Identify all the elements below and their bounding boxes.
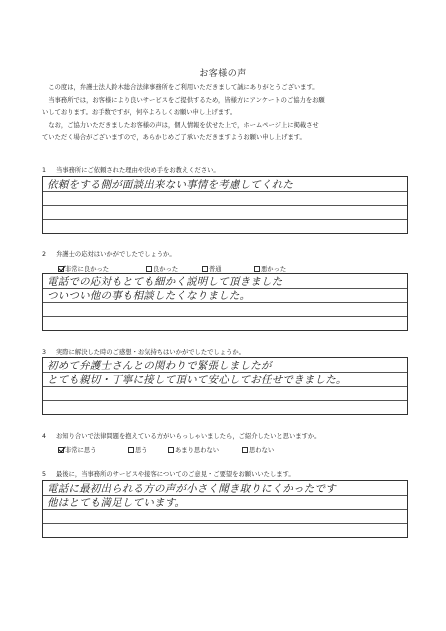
intro-line: いしております。お手数ですが，何卒よろしくお願い申し上げます。 <box>42 109 237 117</box>
option-label: 良かった <box>153 266 179 273</box>
handwritten-answer: 初めて弁護士さんとの関わりで緊張しましたが <box>47 360 272 372</box>
option-agree[interactable] <box>128 445 148 454</box>
handwritten-answer: ついつい他の事も相談したくなりました。 <box>47 290 251 302</box>
question-text: 当事務所にご依頼された理由や決め手をお教えください。 <box>56 167 220 174</box>
question-text: お知り合いで法律問題を抱えている方がいらっしゃいましたら，ご紹介したいと思いますか。 <box>56 433 321 440</box>
question-1 <box>42 165 422 174</box>
option-very-good[interactable] <box>58 264 109 273</box>
ruled-line <box>43 316 407 317</box>
page-title: お客様の声 <box>199 69 247 79</box>
checkbox-icon[interactable] <box>146 266 152 272</box>
checked-checkbox-icon[interactable] <box>58 266 64 272</box>
answer-box-2 <box>42 273 408 331</box>
handwritten-answer: 電話での応対もとても細かく説明して頂きました <box>47 276 283 288</box>
option-good[interactable] <box>146 264 178 273</box>
option-label: 非常に思う <box>65 447 97 454</box>
option-label: 非常に良かった <box>65 266 110 273</box>
question-3 <box>42 347 422 356</box>
option-label: 普通 <box>209 266 222 273</box>
intro-line: ていただく場合がございますので，あらかじめご了承いただきますようお願い申し上げます。 <box>42 134 306 142</box>
answer-box-3 <box>42 357 408 415</box>
answer-box-5 <box>42 480 408 538</box>
checkbox-icon[interactable] <box>128 447 134 453</box>
question-5 <box>42 469 422 478</box>
ruled-line <box>43 523 407 524</box>
checkbox-icon[interactable] <box>254 266 260 272</box>
handwritten-answer: 他はとても満足しています。 <box>47 497 186 509</box>
checkbox-icon[interactable] <box>168 447 174 453</box>
intro-line: この度は，弁護士法人鈴木総合法律事務所をご利用いただきまして誠にありがとうございます。 <box>48 84 319 91</box>
option-label: 悪かった <box>261 266 287 273</box>
ruled-line <box>43 219 407 220</box>
checked-checkbox-icon[interactable] <box>58 447 64 453</box>
question-number: 5 <box>42 471 47 478</box>
question-number: 2 <box>42 251 47 258</box>
handwritten-answer: 電話に最初出られる方の声が小さく聞き取りにくかったです <box>47 483 336 495</box>
checkbox-icon[interactable] <box>242 447 248 453</box>
option-strongly-agree[interactable] <box>58 445 96 454</box>
question-2 <box>42 249 422 258</box>
handwritten-answer: とても親切・丁寧に接して頂いて安心してお任せできました。 <box>47 374 347 386</box>
intro-line: 当事務所では，お客様により良いサービスをご提供するため，皆様方にアンケートのご協力をお願 <box>48 96 325 104</box>
option-not-much[interactable] <box>168 445 219 454</box>
checkbox-icon[interactable] <box>202 266 208 272</box>
option-label: 思う <box>135 447 148 454</box>
question-text: 弁護士の応対はいかがでしたでしょうか。 <box>56 251 176 258</box>
question-number: 1 <box>42 167 47 174</box>
ruled-line <box>43 205 407 206</box>
question-4 <box>42 431 422 440</box>
option-disagree[interactable] <box>242 445 274 454</box>
option-label: 思わない <box>249 447 275 454</box>
option-bad[interactable] <box>254 264 286 273</box>
answer-box-1 <box>42 176 408 234</box>
question-text: 最後に，当事務所のサービスや接客についてのご意見・ご要望をお願いいたします。 <box>56 471 295 478</box>
intro-paragraph <box>42 82 412 145</box>
option-normal[interactable] <box>202 264 222 273</box>
question-number: 3 <box>42 349 47 356</box>
question-text: 実際に解決した時のご感想・お気持ちはいかがでしたでしょうか。 <box>56 349 245 356</box>
option-label: あまり思わない <box>175 447 220 454</box>
intro-line: なお，ご協力いただきましたお客様の声は，個人情報を伏せた上で，ホームページ上に掲載させ <box>48 121 319 129</box>
handwritten-answer: 依頼をする側が面談出来ない事情を考慮してくれた <box>47 179 294 191</box>
question-number: 4 <box>42 433 47 440</box>
ruled-line <box>43 400 407 401</box>
